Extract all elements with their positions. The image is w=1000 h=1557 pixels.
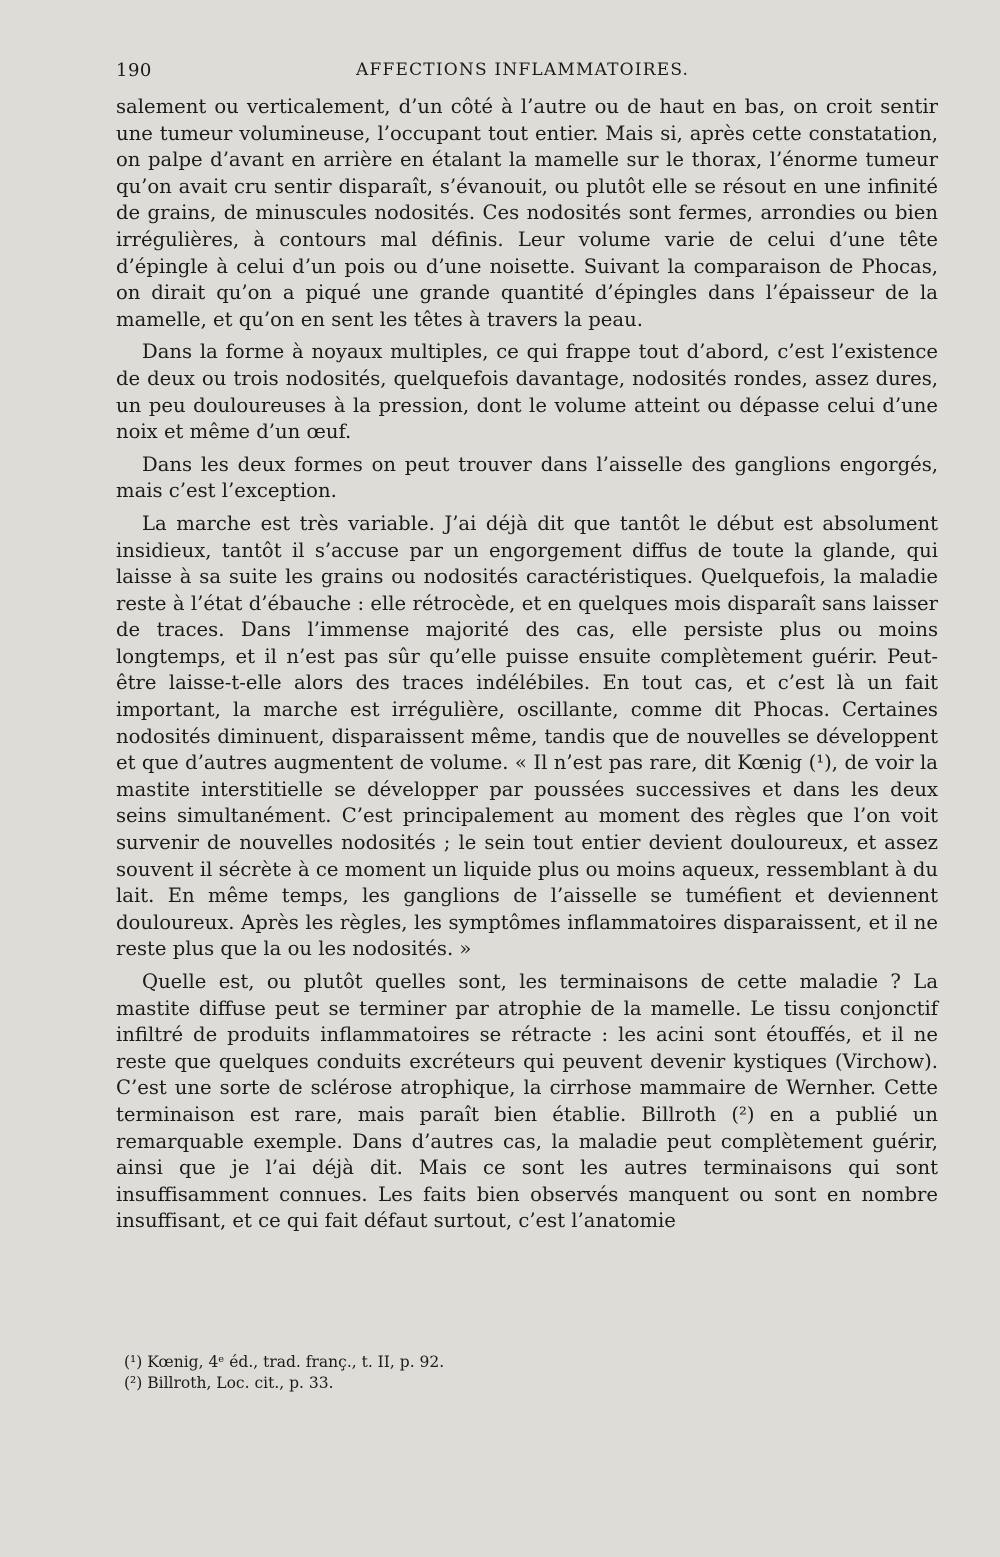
footnote-2: (²) Billroth, Loc. cit., p. 33. (124, 1374, 334, 1392)
paragraph-terminations: Quelle est, ou plutôt quelles sont, les terminaisons de cette maladie ? La mastite diffuse peut se terminer par atrophie de la mamelle. Le tissu conjonctif infiltré de produits inflammatoires se rétracte : les acini sont étouffés, et il ne reste que quelques conduits excréteurs qui peuvent devenir kystiques (Virchow). C’est une sorte de sclérose atrophique, la cirrhose mammaire de Wernher. Cette terminaison est rare, mais paraît bien établie. Billroth (²) en a publié un remarquable exemple. Dans d’autres cas, la maladie peut complètement guérir, ainsi que je l’ai déjà dit. Mais ce sont les autres terminaisons qui sont insuffisamment connues. Les faits bien observés manquent ou sont en nombre insuffisant, et ce qui fait défaut surtout, c’est l’anatomie (116, 970, 938, 1233)
footnote-1: (¹) Kœnig, 4ᵉ éd., trad. franç., t. II, p. 92. (124, 1353, 445, 1371)
paragraph-multiple-nodules: Dans la forme à noyaux multiples, ce qui frappe tout d’abord, c’est l’existence de deux ou trois nodosités, quelquefois davantage, nodosités rondes, assez dures, un peu douloureuses à la pression, dont le volume atteint ou dépasse celui d’une noix et même d’un œuf. (116, 340, 938, 444)
running-title: AFFECTIONS INFLAMMATOIRES. (356, 60, 690, 80)
paragraph-axillary-ganglions: Dans les deux formes on peut trouver dans l’aisselle des ganglions engorgés, mais c’est l’exception. (116, 452, 938, 503)
body-text (116, 94, 938, 1241)
footnotes (124, 1352, 824, 1394)
paragraph-continued: salement ou verticalement, d’un côté à l’autre ou de haut en bas, on croit sentir une tumeur volumineuse, l’occupant tout entier. Mais si, après cette constatation, on palpe d’avant en arrière en étalant la mamelle sur le thorax, l’énorme tumeur qu’on avait cru sentir disparaît, s’évanouit, ou plutôt elle se résout en une infinité de grains, de minuscules nodosités. Ces nodosités sont fermes, arrondies ou bien irrégulières, à contours mal définis. Leur volume varie de celui d’une tête d’épingle à celui d’un pois ou d’une noisette. Suivant la comparaison de Phocas, on dirait qu’on a piqué une grande quantité d’épingles dans l’épaisseur de la mamelle, et qu’on en sent les têtes à travers la peau. (116, 95, 938, 331)
paragraph-progression: La marche est très variable. J’ai déjà dit que tantôt le début est absolument insidieux, tantôt il s’accuse par un engorgement diffus de toute la glande, qui laisse à sa suite les grains ou nodosités caractéristiques. Quelquefois, la maladie reste à l’état d’ébauche : elle rétrocède, et en quelques mois disparaît sans laisser de traces. Dans l’immense majorité des cas, elle persiste plus ou moins longtemps, et il n’est pas sûr qu’elle puisse ensuite complètement guérir. Peut-être laisse-t-elle alors des traces indélébiles. En tout cas, et c’est là un fait important, la marche est irrégulière, oscillante, comme dit Phocas. Certaines nodosités diminuent, disparaissent même, tandis que de nouvelles se développent et que d’autres augmentent de volume. « Il n’est pas rare, dit Kœnig (¹), de voir la mastite interstitielle se développer par poussées successives et dans les deux seins simultanément. C’est principalement au moment des règles que l’on voit survenir de nouvelles nodosités ; le sein tout entier devient douloureux, et assez souvent il sécrète à ce moment un liquide plus ou moins aqueux, ressemblant à du lait. En même temps, les ganglions de l’aisselle se tuméfient et deviennent douloureux. Après les règles, les symptômes inflammatoires disparaissent, et il ne reste plus que la ou les nodosités. » (116, 511, 938, 961)
running-head (116, 60, 936, 86)
page-number: 190 (116, 60, 152, 81)
